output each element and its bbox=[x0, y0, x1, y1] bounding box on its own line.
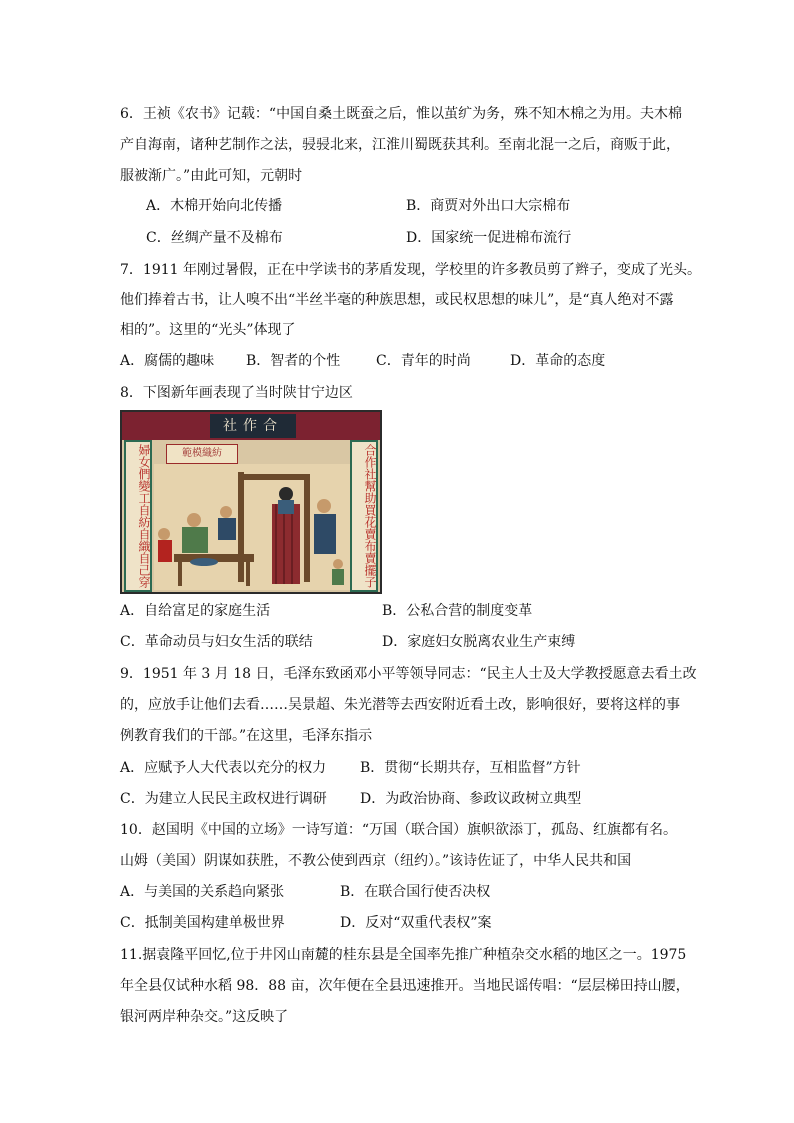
new-year-poster-image bbox=[120, 410, 382, 594]
q10-option-a[interactable]: A．与美国的关系趋向紧张 bbox=[120, 884, 285, 900]
q10-option-b[interactable]: B．在联合国行使否决权 bbox=[340, 884, 491, 900]
poster-workshop-sign: 範模織紡 bbox=[166, 444, 238, 464]
q6-stem-line-3: 服被渐广。”由此可知，元朝时 bbox=[120, 168, 303, 184]
q10-stem-line-1: 10．赵国明《中国的立场》一诗写道：“万国（联合国）旗帜欲添丁，孤岛、红旗都有名。 bbox=[120, 822, 677, 838]
q9-option-d[interactable]: D．为政治协商、参政议政树立典型 bbox=[360, 791, 582, 807]
q9-option-c[interactable]: C．为建立人民民主政权进行调研 bbox=[120, 791, 327, 807]
q10-option-c[interactable]: C．抵制美国构建单极世界 bbox=[120, 915, 285, 931]
q11-stem-line-1: 11.据袁隆平回忆,位于井冈山南麓的桂东县是全国率先推广种植杂交水稻的地区之一。1975 bbox=[120, 947, 687, 963]
q9-stem-line-1: 9．1951 年 3 月 18 日，毛泽东致函邓小平等领导同志：“民主人士及大学教授愿意去看土改 bbox=[120, 666, 697, 682]
q7-option-b[interactable]: B．智者的个性 bbox=[246, 353, 341, 369]
q9-option-a[interactable]: A．应赋予人大代表以充分的权力 bbox=[120, 760, 327, 776]
q7-option-d[interactable]: D．革命的态度 bbox=[510, 353, 606, 369]
q8-stem-line-1: 8．下图新年画表现了当时陕甘宁边区 bbox=[120, 385, 353, 401]
q7-option-a[interactable]: A．腐儒的趣味 bbox=[120, 353, 215, 369]
q8-option-a[interactable]: A．自给富足的家庭生活 bbox=[120, 603, 271, 619]
q7-stem-line-3: 相的”。这里的“光头”体现了 bbox=[120, 322, 296, 338]
q7-stem-line-2: 他们捧着古书，让人嗅不出“半丝半毫的种族思想，或民权思想的味儿”，是“真人绝对不露 bbox=[120, 292, 674, 308]
q6-option-d[interactable]: D．国家统一促进棉布流行 bbox=[406, 230, 572, 246]
q6-stem-line-1: 6．王祯《农书》记载：“中国自桑土既蚕之后，惟以茧纩为务，殊不知木棉之为用。夫木棉 bbox=[120, 106, 683, 122]
q9-stem-line-2: 的，应放手让他们去看……吴景超、朱光潜等去西安附近看土改，影响很好，要将这样的事 bbox=[120, 697, 680, 713]
q7-stem-line-1: 7．1911 年刚过暑假，正在中学读书的茅盾发现，学校里的许多教员剪了辫子，变成了光头。 bbox=[120, 262, 701, 278]
q9-option-b[interactable]: B．贯彻“长期共存，互相监督”方针 bbox=[360, 760, 581, 776]
q10-option-d[interactable]: D．反对“双重代表权”案 bbox=[340, 915, 492, 931]
q6-option-c[interactable]: C．丝绸产量不及棉布 bbox=[146, 230, 283, 246]
poster-right-couplet: 合作社幫助買花賣布賣擺子 bbox=[350, 440, 378, 592]
q8-option-c[interactable]: C．革命动员与妇女生活的联结 bbox=[120, 634, 313, 650]
q11-stem-line-3: 银河两岸种杂交。”这反映了 bbox=[120, 1009, 289, 1025]
q7-option-c[interactable]: C．青年的时尚 bbox=[376, 353, 471, 369]
poster-banner: 社作合 bbox=[210, 414, 296, 438]
q6-option-b[interactable]: B．商贾对外出口大宗棉布 bbox=[406, 198, 571, 214]
q8-option-b[interactable]: B．公私合营的制度变革 bbox=[382, 603, 533, 619]
q6-option-a[interactable]: A．木棉开始向北传播 bbox=[146, 198, 283, 214]
q9-stem-line-3: 例教育我们的干部。”在这里，毛泽东指示 bbox=[120, 728, 373, 744]
q11-stem-line-2: 年全县仅试种水稻 98．88 亩，次年便在全县迅速推开。当地民谣传唱：“层层梯田持山腰， bbox=[120, 978, 690, 994]
q8-option-d[interactable]: D．家庭妇女脱离农业生产束缚 bbox=[382, 634, 576, 650]
q10-stem-line-2: 山姆（美国）阴谋如获胜，不教公使到西京（纽约）。”该诗佐证了，中华人民共和国 bbox=[120, 853, 632, 869]
q6-stem-line-2: 产自海南，诸种艺制作之法，骎骎北来，江淮川蜀既获其利。至南北混一之后，商贩于此， bbox=[120, 137, 680, 153]
poster-left-couplet: 婦女們變工自紡自織自己穿 bbox=[124, 440, 152, 592]
weaving-scene-illustration bbox=[154, 464, 350, 590]
